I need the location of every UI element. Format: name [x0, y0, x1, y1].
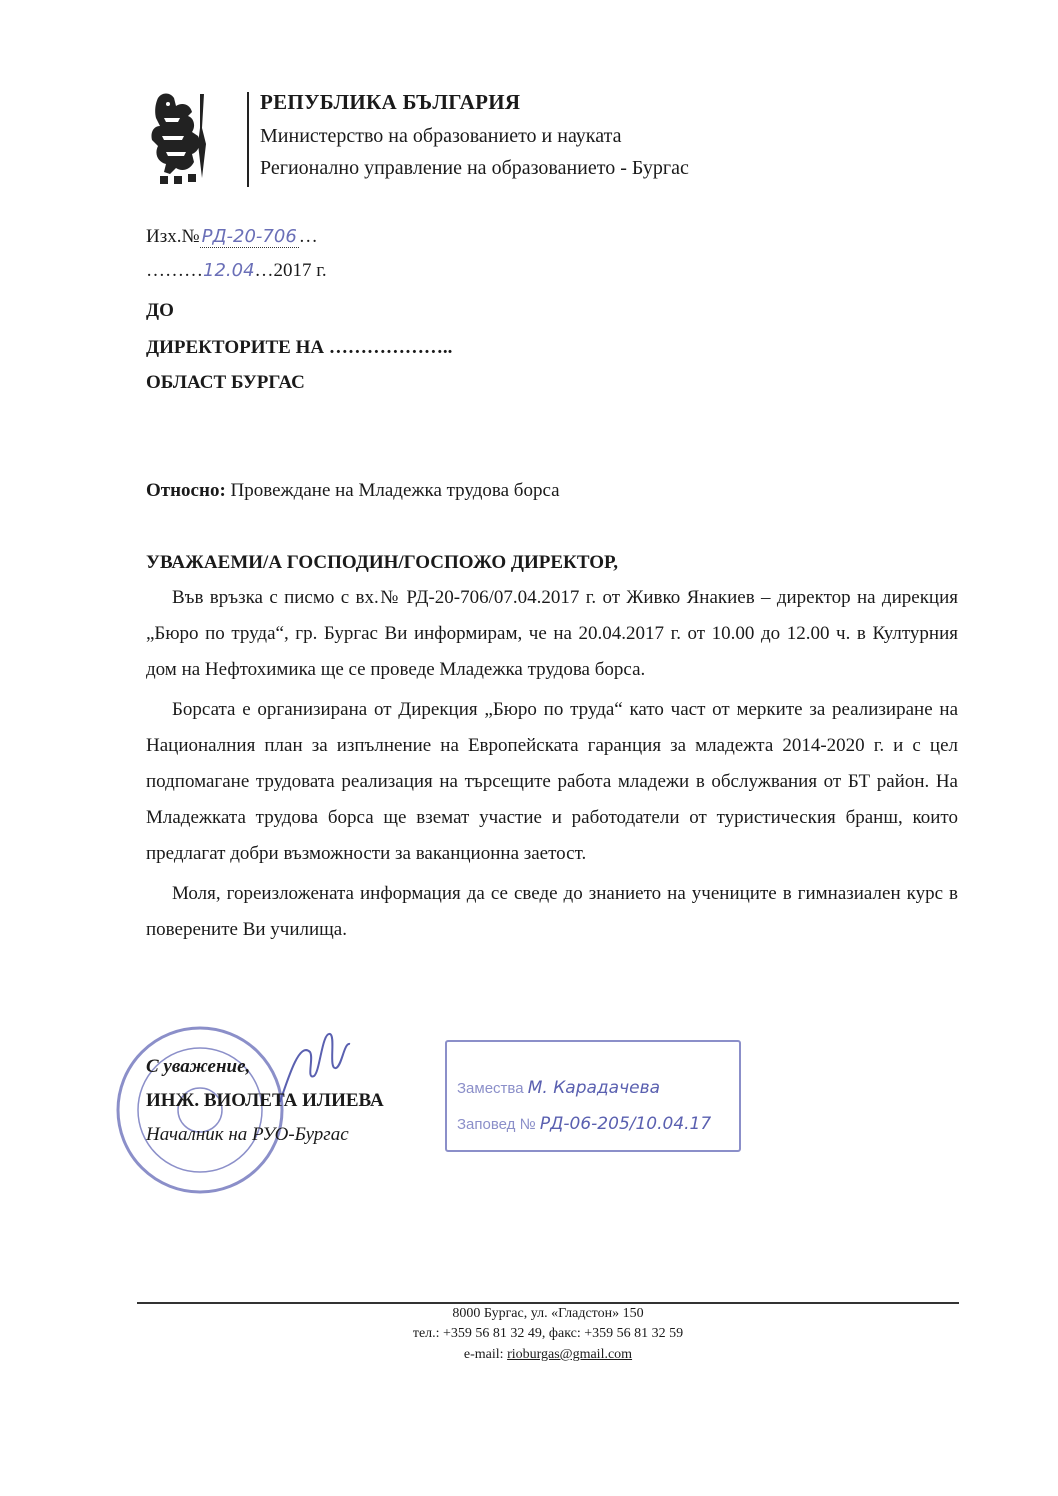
- subject-text: Провеждане на Младежка трудова борса: [225, 480, 560, 501]
- footer-email-link[interactable]: rioburgas@gmail.com: [507, 1347, 633, 1362]
- date-value: 12.04: [203, 260, 255, 281]
- letter-date: [146, 260, 327, 282]
- body-paragraph: Борсата е организирана от Дирекция „Бюро по труда“ като част от мерките за реализиране на Националния план за изпълнение на Европейската гаранция за младежта 2014-2020 г. и с цел подпомагане трудовата реализация на търсещите работа младежи в обслужвания от БТ район. На Младежката трудова борса ще вземат участие и работодатели от туристическия бранш, които предлагат добри възможности за ваканционна заетост.: [146, 699, 958, 864]
- addressee-recipients: ДИРЕКТОРИТЕ НА ………………..: [146, 337, 453, 358]
- order-label: Заповед №: [457, 1116, 536, 1133]
- footer-address: 8000 Бургас, ул. «Гладстон» 150: [452, 1306, 644, 1321]
- deputy-row: [457, 1078, 660, 1098]
- regional-office-name: Регионално управление на образованието - Бургас: [260, 157, 689, 179]
- outgoing-number-value: РД-20-706: [201, 226, 297, 247]
- closing: С уважение,: [146, 1056, 251, 1077]
- order-row: [457, 1114, 711, 1134]
- deputy-stamp: [445, 1040, 741, 1152]
- lion-coat-of-arms-icon: [140, 88, 220, 188]
- order-value: РД-06-205/10.04.17: [539, 1114, 712, 1134]
- country-name: РЕПУБЛИКА БЪЛГАРИЯ: [260, 90, 521, 114]
- body-paragraph: Моля, гореизложената информация да се сведе до знанието на учениците в гимназиален курс в поверените Ви училища.: [146, 883, 958, 940]
- ministry-name: Министерство на образованието и науката: [260, 125, 622, 147]
- addressee-to: ДО: [146, 300, 174, 321]
- footer-email-label: e-mail:: [463, 1347, 508, 1362]
- letter-body: [146, 580, 958, 948]
- subject-line: [146, 480, 560, 502]
- outgoing-number: Изх.№ РД-20-706 …: [146, 226, 318, 247]
- signatory-title: Началник на РУО-Бургас: [146, 1124, 349, 1145]
- footer-email: [137, 1347, 959, 1363]
- addressee-region: ОБЛАСТ БУРГАС: [146, 372, 305, 393]
- deputy-value: М. Карадачева: [527, 1078, 661, 1098]
- date-suffix: …2017 г.: [254, 260, 327, 281]
- footer-divider: [137, 1302, 959, 1304]
- deputy-label: Замества: [457, 1080, 524, 1097]
- header-divider: [247, 92, 249, 187]
- subject-label: Относно:: [146, 480, 226, 501]
- body-paragraph: Във връзка с писмо с вх.№ РД-20-706/07.04.2017 г. от Живко Янакиев – директор на дирекция „Бюро по труда“, гр. Бургас Ви информирам, че на 20.04.2017 г. от 10.00 до 12.00 ч. в Културния дом на Нефтохимика ще се проведе Младежка трудова борса.: [146, 587, 958, 680]
- footer-phones: тел.: +359 56 81 32 49, факс: +359 56 81 32 59: [412, 1326, 684, 1341]
- outgoing-number-label: Изх.№: [146, 226, 200, 247]
- salutation: УВАЖАЕМИ/А ГОСПОДИН/ГОСПОЖО ДИРЕКТОР,: [146, 552, 619, 573]
- date-prefix: ………: [146, 260, 203, 281]
- signatory-name: ИНЖ. ВИОЛЕТА ИЛИЕВА: [146, 1090, 384, 1111]
